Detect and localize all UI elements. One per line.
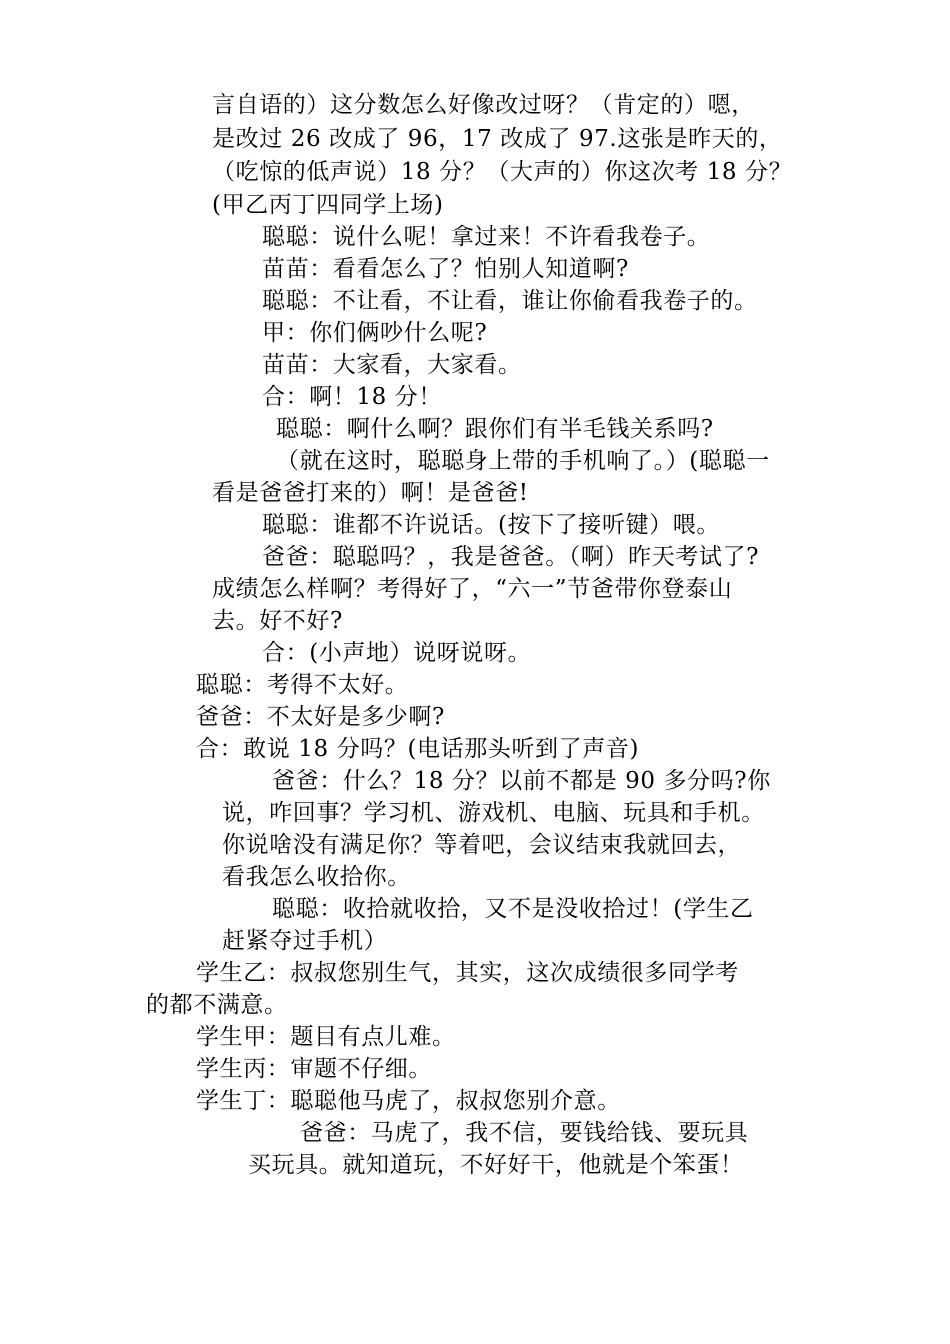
dialogue-line: 爸爸：马虎了，我不信，要钱给钱、要玩具 [300,1120,749,1146]
stage-direction: (甲乙丙丁四同学上场) [212,192,444,218]
dialogue-line: 合：(小声地）说呀说呀。 [262,640,532,666]
dialogue-line: 聪聪：谁都不许说话。(按下了接听键）喂。 [262,512,720,538]
dialogue-line: 聪聪：啊什么啊？跟你们有半毛钱关系吗? [276,416,714,442]
dialogue-line: 聪聪：收拾就收拾，又不是没收拾过！(学生乙 [272,896,754,922]
script-line: 是改过 26 改成了 96，17 改成了 97.这张是昨天的， [212,126,783,152]
dialogue-line: 去。好不好? [212,608,343,634]
dialogue-line: 合：啊！18 分！ [262,384,442,410]
dialogue-line: 的都不满意。 [146,992,288,1018]
dialogue-line: 看我怎么收拾你。 [222,864,411,890]
dialogue-line: 学生丁：聪聪他马虎了，叔叔您别介意。 [196,1088,621,1114]
dialogue-line: 苗苗：看看怎么了？怕别人知道啊? [262,256,629,282]
dialogue-line: 聪聪：考得不太好。 [196,672,409,698]
dialogue-line: 学生丙：审题不仔细。 [196,1056,432,1082]
dialogue-line: 成绩怎么样啊？考得好了，“六一”节爸带你登泰山 [212,576,733,602]
dialogue-line: 爸爸：什么？18 分？以前不都是 90 多分吗?你 [272,768,771,794]
dialogue-line: 爸爸：聪聪吗？，我是爸爸。（啊）昨天考试了? [262,544,760,570]
script-line: 言自语的）这分数怎么好像改过呀？（肯定的）嗯， [212,92,755,118]
stage-direction: 看是爸爸打来的）啊！是爸爸! [212,480,529,506]
dialogue-line: 甲：你们俩吵什么呢? [262,320,488,346]
dialogue-line: 爸爸：不太好是多少啊? [196,704,445,730]
dialogue-line: 你说啥没有满足你？等着吧，会议结束我就回去， [222,832,742,858]
dialogue-line: 合：敢说 18 分吗？(电话那头听到了声音) [196,736,640,762]
dialogue-line: 苗苗：大家看，大家看。 [262,352,522,378]
dialogue-line: 学生甲：题目有点儿难。 [196,1024,456,1050]
dialogue-line: 聪聪：说什么呢！拿过来！不许看我卷子。 [262,224,711,250]
dialogue-line: 说，咋回事？学习机、游戏机、电脑、玩具和手机。 [222,800,765,826]
dialogue-line: 学生乙：叔叔您别生气，其实，这次成绩很多同学考 [196,960,739,986]
stage-direction: 赶紧夺过手机） [222,928,388,954]
script-line: （吃惊的低声说）18 分？（大声的）你这次考 18 分？ [212,159,793,185]
dialogue-line: 聪聪：不让看，不让看，谁让你偷看我卷子的。 [262,288,758,314]
stage-direction: （就在这时，聪聪身上带的手机响了。）(聪聪一 [276,448,770,474]
dialogue-line: 买玩具。就知道玩，不好好干，他就是个笨蛋！ [248,1152,744,1178]
